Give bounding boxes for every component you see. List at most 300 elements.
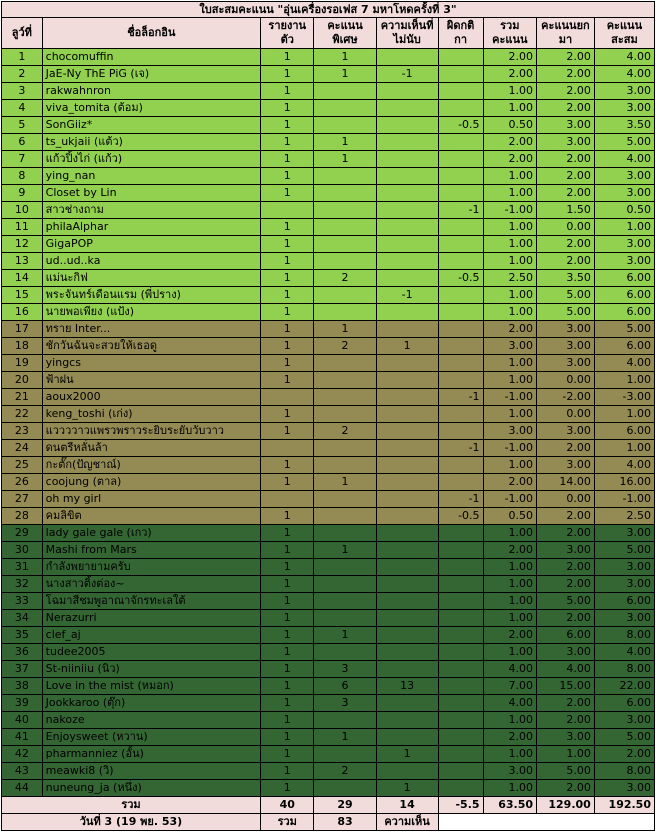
bonus-value (314, 508, 376, 525)
table-row (2, 372, 655, 389)
total-value: 2.00 (483, 134, 537, 151)
uncounted-value (376, 219, 438, 236)
accum-value: 8.00 (594, 627, 654, 644)
accum-value: 16.00 (594, 474, 654, 491)
carried-value: 0.00 (537, 491, 595, 508)
total-value: 1.00 (483, 712, 537, 729)
carried-value: 2.00 (537, 780, 595, 797)
row-number: 40 (2, 712, 43, 729)
table-row (2, 780, 655, 797)
table-row (2, 678, 655, 695)
uncounted-value (376, 695, 438, 712)
table-row (2, 729, 655, 746)
bonus-value (314, 457, 376, 474)
penalty-value (438, 338, 483, 355)
login-name: พระจันทร์เดือนแรม (พี่ปราง) (42, 287, 260, 304)
accum-value: 3.00 (594, 168, 654, 185)
bonus-value (314, 610, 376, 627)
carried-value: 2.00 (537, 695, 595, 712)
table-row (2, 508, 655, 525)
row-number: 15 (2, 287, 43, 304)
total-value: 3.00 (483, 338, 537, 355)
bonus-value (314, 746, 376, 763)
uncounted-value (376, 406, 438, 423)
carried-value: 5.00 (537, 763, 595, 780)
login-name: กำลังพยายามครับ (42, 559, 260, 576)
day-sum-label: รวม (260, 814, 314, 831)
carried-value: 2.00 (537, 525, 595, 542)
table-row (2, 66, 655, 83)
accum-value: 0.50 (594, 202, 654, 219)
row-number: 41 (2, 729, 43, 746)
report-value: 1 (260, 100, 314, 117)
report-value: 1 (260, 134, 314, 151)
penalty-value (438, 219, 483, 236)
report-value (260, 491, 314, 508)
report-value: 1 (260, 151, 314, 168)
login-name: Jookkaroo (ตุ๊ก) (42, 695, 260, 712)
totals-rep: 40 (260, 797, 314, 814)
bonus-value: 1 (314, 729, 376, 746)
carried-value: 3.00 (537, 117, 595, 134)
carried-value: 1.00 (537, 746, 595, 763)
total-value: 1.00 (483, 610, 537, 627)
penalty-value: -1 (438, 440, 483, 457)
uncounted-value (376, 661, 438, 678)
row-number: 32 (2, 576, 43, 593)
day-row (2, 814, 655, 831)
login-name: keng_toshi (เก่ง) (42, 406, 260, 423)
accum-value: 4.00 (594, 355, 654, 372)
report-value: 1 (260, 610, 314, 627)
report-value: 1 (260, 627, 314, 644)
accum-value: 3.00 (594, 610, 654, 627)
penalty-value (438, 66, 483, 83)
accum-value: 6.00 (594, 304, 654, 321)
accum-value: 3.00 (594, 83, 654, 100)
row-number: 18 (2, 338, 43, 355)
bonus-value: 2 (314, 423, 376, 440)
row-number: 16 (2, 304, 43, 321)
penalty-value (438, 287, 483, 304)
accum-value: 6.00 (594, 270, 654, 287)
row-number: 26 (2, 474, 43, 491)
total-value: 1.00 (483, 746, 537, 763)
row-number: 27 (2, 491, 43, 508)
login-name: ud..ud..ka (42, 253, 260, 270)
accum-value: 3.00 (594, 780, 654, 797)
total-value: 1.00 (483, 304, 537, 321)
uncounted-value (376, 542, 438, 559)
table-row (2, 627, 655, 644)
penalty-value (438, 610, 483, 627)
carried-value: 3.00 (537, 338, 595, 355)
uncounted-value: 1 (376, 338, 438, 355)
total-value: 1.00 (483, 355, 537, 372)
carried-value: 2.00 (537, 576, 595, 593)
bonus-value: 6 (314, 678, 376, 695)
uncounted-value (376, 593, 438, 610)
login-name: แววววาวแพรวพราวระยิบระยับวับวาว (42, 423, 260, 440)
uncounted-value (376, 644, 438, 661)
total-value: 1.00 (483, 644, 537, 661)
bonus-value: 1 (314, 627, 376, 644)
row-number: 30 (2, 542, 43, 559)
accum-value: -3.00 (594, 389, 654, 406)
row-number: 24 (2, 440, 43, 457)
login-name: นายพอเพียง (แป้ง) (42, 304, 260, 321)
total-value: 1.00 (483, 83, 537, 100)
login-name: สาวช่างถาม (42, 202, 260, 219)
accum-value: 6.00 (594, 423, 654, 440)
carried-value: 5.00 (537, 287, 595, 304)
table-row (2, 134, 655, 151)
total-value: 1.00 (483, 236, 537, 253)
table-row (2, 202, 655, 219)
uncounted-value (376, 270, 438, 287)
bonus-value (314, 644, 376, 661)
header-accum: คะแนนสะสม (594, 18, 654, 49)
uncounted-value (376, 236, 438, 253)
table-row (2, 253, 655, 270)
uncounted-value (376, 304, 438, 321)
accum-value: 3.00 (594, 253, 654, 270)
table-row (2, 576, 655, 593)
login-name: ฟ้าฝน (42, 372, 260, 389)
total-value: 2.00 (483, 321, 537, 338)
uncounted-value (376, 440, 438, 457)
bonus-value (314, 168, 376, 185)
row-number: 21 (2, 389, 43, 406)
login-name: meawki8 (วิ) (42, 763, 260, 780)
bonus-value: 1 (314, 321, 376, 338)
carried-value: 6.00 (537, 627, 595, 644)
report-value: 1 (260, 406, 314, 423)
bonus-value (314, 355, 376, 372)
penalty-value (438, 406, 483, 423)
carried-value: 3.00 (537, 542, 595, 559)
bonus-value (314, 202, 376, 219)
table-row (2, 763, 655, 780)
table-row (2, 746, 655, 763)
carried-value: 3.00 (537, 729, 595, 746)
accum-value: 3.00 (594, 559, 654, 576)
bonus-value (314, 440, 376, 457)
login-name: nakoze (42, 712, 260, 729)
table-row (2, 491, 655, 508)
total-value: 2.00 (483, 474, 537, 491)
penalty-value (438, 763, 483, 780)
report-value: 1 (260, 253, 314, 270)
uncounted-value (376, 355, 438, 372)
total-value: 4.00 (483, 661, 537, 678)
row-number: 25 (2, 457, 43, 474)
table-row (2, 49, 655, 66)
table-row (2, 712, 655, 729)
table-row (2, 185, 655, 202)
login-name: pharmanniez (อั้น) (42, 746, 260, 763)
accum-value: 3.50 (594, 117, 654, 134)
totals-accum: 192.50 (594, 797, 654, 814)
uncounted-value (376, 321, 438, 338)
total-value: 2.00 (483, 49, 537, 66)
carried-value: 15.00 (537, 678, 595, 695)
table-row (2, 304, 655, 321)
uncounted-value (376, 525, 438, 542)
accum-value: 3.00 (594, 576, 654, 593)
penalty-value (438, 185, 483, 202)
carried-value: 2.00 (537, 185, 595, 202)
day-sum-value: 83 (314, 814, 376, 831)
login-name: aoux2000 (42, 389, 260, 406)
login-name: กะตั๊ก(ปัญชาณ์) (42, 457, 260, 474)
login-name: JaE-Ny ThE PiG (เจ) (42, 66, 260, 83)
row-number: 43 (2, 763, 43, 780)
penalty-value (438, 321, 483, 338)
total-value: 2.00 (483, 151, 537, 168)
table-row (2, 355, 655, 372)
total-value: 1.00 (483, 100, 537, 117)
sheet-title: ใบสะสมคะแนน "อุ่นเครื่องรอเฟส 7 มหาโหดครั้งที่ 3" (2, 2, 655, 18)
report-value: 1 (260, 372, 314, 389)
row-number: 37 (2, 661, 43, 678)
accum-value: 6.00 (594, 593, 654, 610)
table-row (2, 457, 655, 474)
report-value: 1 (260, 678, 314, 695)
row-number: 6 (2, 134, 43, 151)
report-value: 1 (260, 542, 314, 559)
login-name: coojung (ตาล) (42, 474, 260, 491)
accum-value: 2.00 (594, 746, 654, 763)
login-name: oh my girl (42, 491, 260, 508)
uncounted-value (376, 610, 438, 627)
total-value: 2.00 (483, 66, 537, 83)
total-value: 1.00 (483, 559, 537, 576)
bonus-value: 1 (314, 134, 376, 151)
header-report: รายงานตัว (260, 18, 314, 49)
report-value: 1 (260, 729, 314, 746)
row-number: 8 (2, 168, 43, 185)
penalty-value (438, 253, 483, 270)
report-value: 1 (260, 474, 314, 491)
accum-value: 1.00 (594, 440, 654, 457)
row-number: 17 (2, 321, 43, 338)
row-number: 44 (2, 780, 43, 797)
bonus-value (314, 185, 376, 202)
bonus-value (314, 100, 376, 117)
uncounted-value: -1 (376, 287, 438, 304)
accum-value: 3.00 (594, 185, 654, 202)
penalty-value (438, 644, 483, 661)
bonus-value: 1 (314, 474, 376, 491)
penalty-value (438, 525, 483, 542)
row-number: 2 (2, 66, 43, 83)
carried-value: 2.00 (537, 508, 595, 525)
row-number: 23 (2, 423, 43, 440)
accum-value: 2.50 (594, 508, 654, 525)
report-value (260, 440, 314, 457)
accum-value: 6.00 (594, 695, 654, 712)
bonus-value: 1 (314, 151, 376, 168)
score-table (1, 1, 655, 831)
penalty-value (438, 474, 483, 491)
accum-value: 1.00 (594, 406, 654, 423)
uncounted-value: -1 (376, 66, 438, 83)
uncounted-value (376, 151, 438, 168)
penalty-value (438, 100, 483, 117)
carried-value: 2.00 (537, 49, 595, 66)
login-name: Enjoysweet (หวาน) (42, 729, 260, 746)
totals-row (2, 797, 655, 814)
total-value: 1.00 (483, 219, 537, 236)
penalty-value (438, 627, 483, 644)
bonus-value: 2 (314, 270, 376, 287)
report-value: 1 (260, 49, 314, 66)
carried-value: 5.00 (537, 593, 595, 610)
table-row (2, 406, 655, 423)
report-value: 1 (260, 712, 314, 729)
total-value: 1.00 (483, 168, 537, 185)
penalty-value (438, 729, 483, 746)
row-number: 39 (2, 695, 43, 712)
total-value: -1.00 (483, 491, 537, 508)
penalty-value: -1 (438, 389, 483, 406)
bonus-value: 2 (314, 763, 376, 780)
report-value: 1 (260, 338, 314, 355)
table-row (2, 695, 655, 712)
login-name: นางสาวติ้งต่อง~ (42, 576, 260, 593)
total-value: 1.00 (483, 253, 537, 270)
report-value: 1 (260, 236, 314, 253)
total-value: 1.00 (483, 780, 537, 797)
bonus-value (314, 253, 376, 270)
carried-value: 3.00 (537, 423, 595, 440)
carried-value: 5.00 (537, 304, 595, 321)
title-row (2, 2, 655, 18)
report-value (260, 202, 314, 219)
report-value: 1 (260, 525, 314, 542)
login-name: Mashi from Mars (42, 542, 260, 559)
totals-carried: 129.00 (537, 797, 595, 814)
uncounted-value (376, 83, 438, 100)
login-name: St-niiniiu (นิว) (42, 661, 260, 678)
bonus-value: 1 (314, 66, 376, 83)
table-row (2, 525, 655, 542)
bonus-value (314, 236, 376, 253)
report-value: 1 (260, 763, 314, 780)
header-no: ลูว์ที่ (2, 18, 43, 49)
uncounted-value (376, 491, 438, 508)
row-number: 9 (2, 185, 43, 202)
bonus-value (314, 372, 376, 389)
bonus-value (314, 491, 376, 508)
penalty-value (438, 746, 483, 763)
row-number: 13 (2, 253, 43, 270)
penalty-value (438, 661, 483, 678)
report-value: 1 (260, 559, 314, 576)
table-row (2, 151, 655, 168)
login-name: แก้วปิ้งไก่ (แก้ว) (42, 151, 260, 168)
uncounted-value: 13 (376, 678, 438, 695)
uncounted-value: 1 (376, 780, 438, 797)
accum-value: 6.00 (594, 338, 654, 355)
table-row (2, 440, 655, 457)
total-value: 1.00 (483, 372, 537, 389)
total-value: 2.00 (483, 542, 537, 559)
uncounted-value (376, 185, 438, 202)
login-name: tudee2005 (42, 644, 260, 661)
uncounted-value (376, 134, 438, 151)
total-value: 1.00 (483, 525, 537, 542)
header-login: ชื่อล็อกอิน (42, 18, 260, 49)
total-value: 1.00 (483, 593, 537, 610)
header-total: รวมคะแนน (483, 18, 537, 49)
accum-value: 5.00 (594, 729, 654, 746)
login-name: ดนตรีหลั่นล้า (42, 440, 260, 457)
table-row (2, 661, 655, 678)
report-value: 1 (260, 219, 314, 236)
report-value: 1 (260, 746, 314, 763)
table-row (2, 423, 655, 440)
login-name: lady gale gale (เกว) (42, 525, 260, 542)
bonus-value: 2 (314, 338, 376, 355)
carried-value: 4.00 (537, 661, 595, 678)
table-row (2, 219, 655, 236)
report-value: 1 (260, 780, 314, 797)
uncounted-value (376, 559, 438, 576)
uncounted-value (376, 576, 438, 593)
accum-value: 5.00 (594, 321, 654, 338)
accum-value: 6.00 (594, 287, 654, 304)
row-number: 10 (2, 202, 43, 219)
report-value: 1 (260, 457, 314, 474)
login-name: SonGiiz* (42, 117, 260, 134)
accum-value: 4.00 (594, 151, 654, 168)
row-number: 36 (2, 644, 43, 661)
penalty-value: -0.5 (438, 117, 483, 134)
total-value: 3.00 (483, 423, 537, 440)
row-number: 28 (2, 508, 43, 525)
penalty-value (438, 780, 483, 797)
login-name: nuneung_ja (หนึ่ง) (42, 780, 260, 797)
uncounted-value (376, 729, 438, 746)
accum-value: 1.00 (594, 219, 654, 236)
carried-value: 2.00 (537, 83, 595, 100)
carried-value: 3.00 (537, 321, 595, 338)
carried-value: 2.00 (537, 712, 595, 729)
penalty-value (438, 542, 483, 559)
total-value: 0.50 (483, 117, 537, 134)
penalty-value (438, 236, 483, 253)
uncounted-value (376, 117, 438, 134)
carried-value: 3.50 (537, 270, 595, 287)
penalty-value (438, 304, 483, 321)
accum-value: 4.00 (594, 457, 654, 474)
header-carried: คะแนนยกมา (537, 18, 595, 49)
penalty-value (438, 576, 483, 593)
login-name: viva_tomita (ต้อม) (42, 100, 260, 117)
accum-value: 4.00 (594, 644, 654, 661)
login-name: ts_ukjaii (แต้ว) (42, 134, 260, 151)
carried-value: 2.00 (537, 610, 595, 627)
row-number: 22 (2, 406, 43, 423)
report-value: 1 (260, 304, 314, 321)
penalty-value (438, 168, 483, 185)
penalty-value (438, 593, 483, 610)
totals-label: รวม (2, 797, 261, 814)
report-value: 1 (260, 661, 314, 678)
total-value: 2.00 (483, 729, 537, 746)
